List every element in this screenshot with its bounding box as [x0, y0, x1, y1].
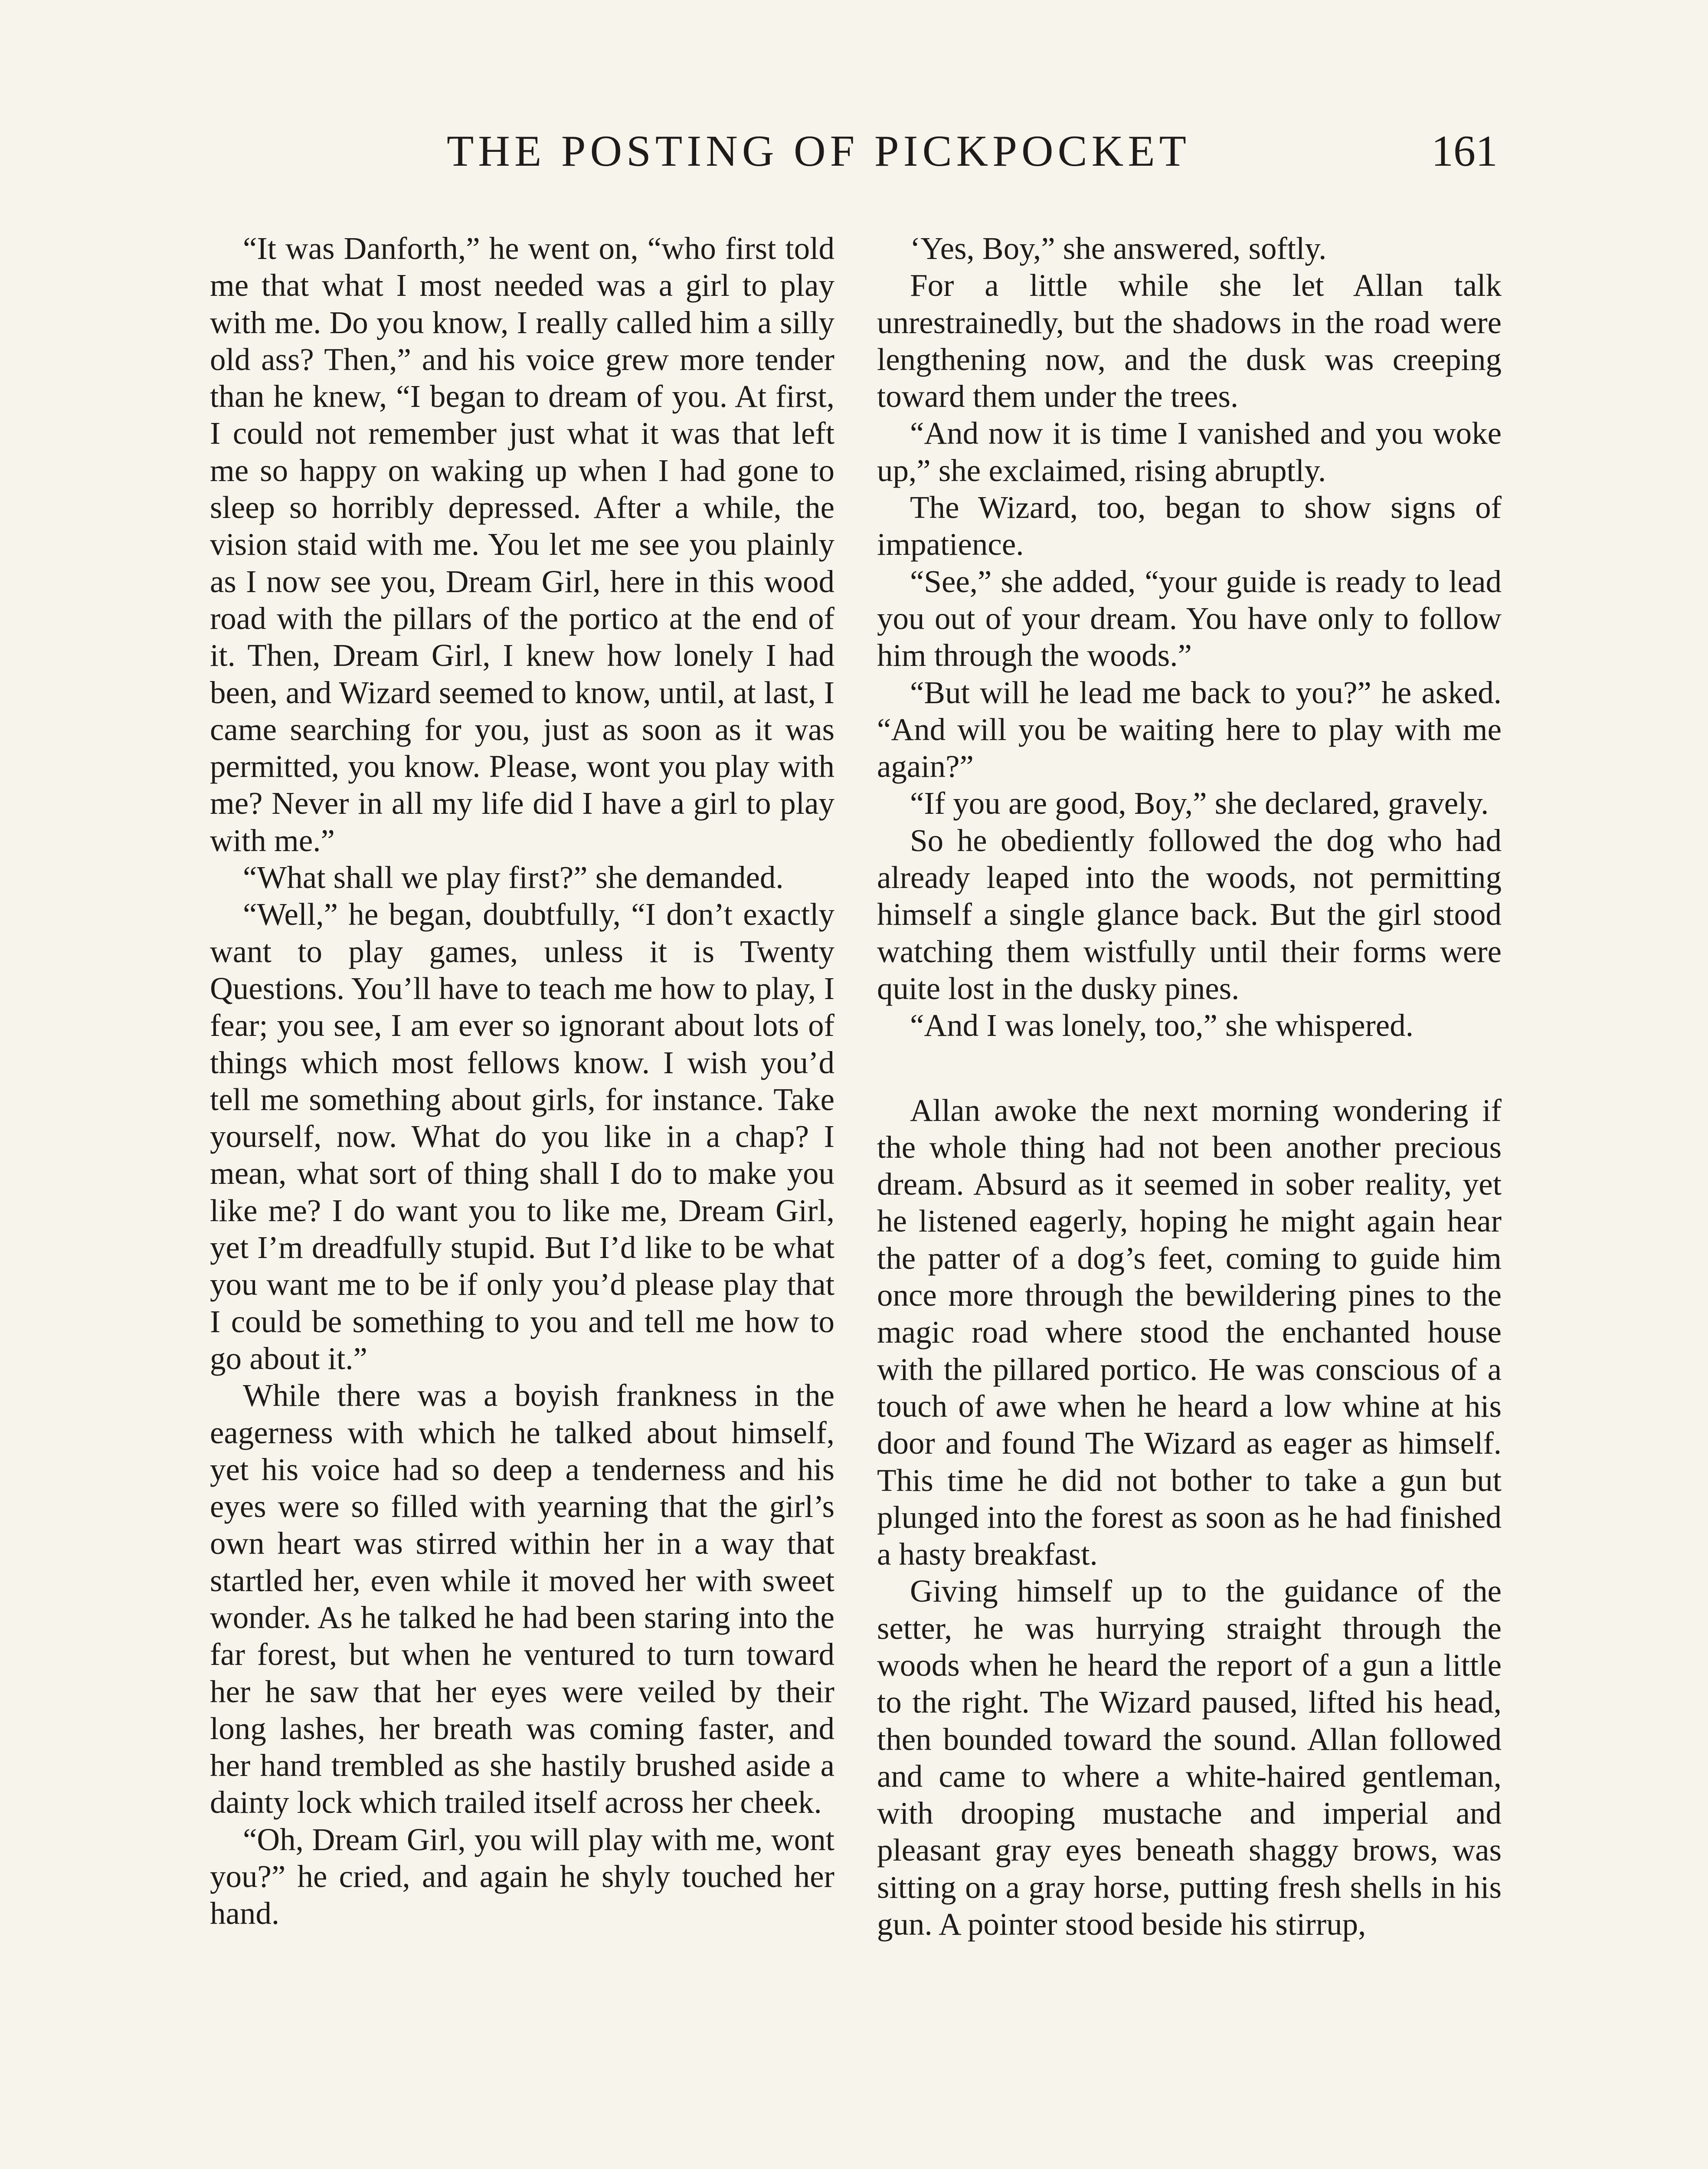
paragraph: “It was Danforth,” he went on, “who first told me that what I most needed was a girl to play with me. Do you know, I really called him a silly old ass? Then,” and his voice grew more tender than he knew, “I began to dream of you. At first, I could not remember just what it was that left me so happy on waking up when I had gone to sleep so horribly depressed. After a while, the vision staid with me. You let me see you plainly as I now see you, Dream Girl, here in this wood road with the pillars of the portico at the end of it. Then, Dream Girl, I knew how lonely I had been, and Wizard seemed to know, until, at last, I came searching for you, just as soon as it was permitted, you know. Please, wont you play with me? Never in all my life did I have a girl to play with me.”	[210, 231, 834, 858]
paragraph: “Well,” he began, doubtfully, “I don’t exactly want to play games, unless it is Twenty Questions. You’ll have to teach me how to play, I fear; you see, I am ever so ignorant about lots of things which most fellows know. I wish you’d tell me something about girls, for instance. Take yourself, now. What do you like in a chap? I mean, what sort of thing shall I do to make you like me? I do want you to like me, Dream Girl, yet I’m dreadfully stupid. But I’d like to be what you want me to be if only you’d please play that I could be something to you and tell me how to go about it.”	[210, 897, 834, 1376]
right-column	[877, 230, 1502, 1943]
page-header	[0, 126, 1708, 195]
paragraph: For a little while she let Allan talk unrestrainedly, but the shadows in the road were lengthening now, and the dusk was creeping toward them under the trees.	[877, 268, 1502, 414]
paragraph: “But will he lead me back to you?” he asked. “And will you be waiting here to play with me again?”	[877, 675, 1502, 784]
paragraph: So he obediently followed the dog who had already leaped into the woods, not permitting himself a single glance back. But the girl stood watching them wistfully until their forms were quite lost in the dusky pines.	[877, 822, 1502, 1006]
paragraph: While there was a boyish frankness in the eagerness with which he talked about himself, yet his voice had so deep a tenderness and his eyes were so filled with yearning that the girl’s own heart was stirred within her in a way that startled her, even while it moved her with sweet wonder. As he talked he had been staring into the far forest, but when he ventured to turn toward her he saw that her eyes were veiled by their long lashes, her breath was coming faster, and her hand trembled as she hastily brushed aside a dainty lock which trailed itself across her cheek.	[210, 1378, 834, 1820]
paragraph: Allan awoke the next morning wondering if the whole thing had not been another precious dream. Absurd as it seemed in sober reality, yet he listened eagerly, hoping he might again hear the patter of a dog’s feet, coming to guide him once more through the bewildering pines to the magic road where stood the enchanted house with the pillared portico. He was conscious of a touch of awe when he heard a low whine at his door and found The Wizard as eager as himself. This time he did not bother to take a gun but plunged into the forest as soon as he had finished a hasty breakfast.	[877, 1092, 1502, 1572]
paragraph: “Oh, Dream Girl, you will play with me, wont you?” he cried, and again he shyly touched her hand.	[210, 1822, 834, 1931]
running-title: THE POSTING OF PICKPOCKET	[447, 127, 1191, 176]
section-break	[877, 1044, 1502, 1092]
page-number: 161	[1431, 127, 1498, 176]
paragraph: Giving himself up to the guidance of the setter, he was hurrying straight through the woods when he heard the report of a gun a little to the right. The Wizard paused, lifted his head, then bounded toward the sound. Allan followed and came to where a white-haired gentleman, with drooping mustache and imperial and pleasant gray eyes beneath shaggy brows, was sitting on a gray horse, putting fresh shells in his gun. A pointer stood beside his stirrup,	[877, 1573, 1502, 1942]
paragraph: “And I was lonely, too,” she whispered.	[910, 1008, 1414, 1043]
paragraph: “And now it is time I vanished and you woke up,” she exclaimed, rising abruptly.	[877, 416, 1502, 488]
paragraph: “If you are good, Boy,” she declared, gravely.	[910, 786, 1489, 821]
left-column	[210, 230, 834, 1932]
paragraph: “See,” she added, “your guide is ready to lead you out of your dream. You have only to follow him through the woods.”	[877, 564, 1502, 673]
paragraph: The Wizard, too, began to show signs of impatience.	[877, 490, 1502, 562]
paragraph: “What shall we play first?” she demanded.	[243, 860, 784, 895]
paragraph: ‘Yes, Boy,” she answered, softly.	[910, 231, 1327, 266]
